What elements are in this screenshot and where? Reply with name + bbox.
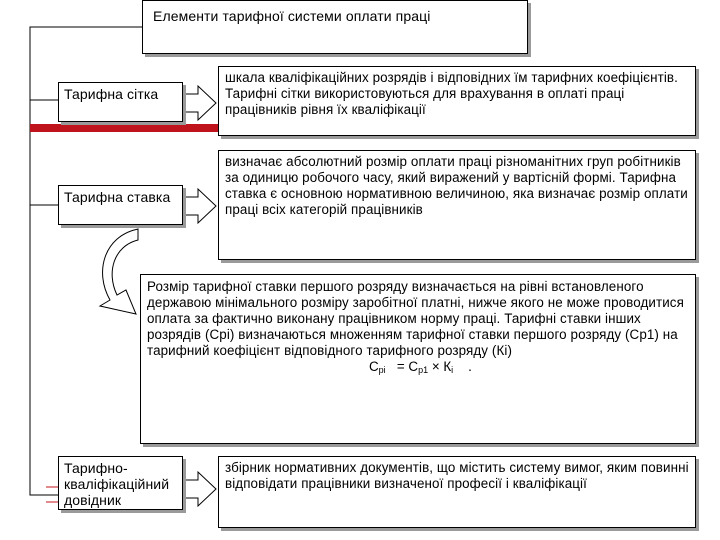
description-tariff-rate — [218, 150, 696, 260]
curved-arrow-icon — [100, 229, 138, 314]
description-text: збірник нормативних документів, що містить систему вимог, яким повинні відповідати працівники визначеної професії і кваліфікації — [225, 460, 689, 491]
rate-calculation-text: Розмір тарифної ставки першого розряду визначається на рівні встановленого державою мінімального розміру заробітної платні, нижче якого не може проводитися оплата за фактично виконану працівником норму праці. Тарифні ставки інших розрядів (Срі) визначаються множенням тарифної ставки першого розряду (Ср1) на тарифний коефіцієнт відповідного тарифного розряду (Кі) — [147, 279, 684, 358]
label-text: Тарифна ставка — [64, 189, 171, 205]
formula-eq: = С — [396, 359, 419, 374]
diagram-title-box — [142, 0, 528, 54]
label-text: Тарифна сітка — [64, 86, 159, 102]
formula-lhs: С — [369, 359, 379, 374]
rate-formula — [147, 359, 689, 376]
description-tariff-grid — [218, 66, 696, 136]
formula-k-sub: і — [451, 365, 454, 375]
formula-end: . — [468, 359, 472, 374]
label-qualification-handbook — [58, 456, 183, 510]
rate-calculation-box — [140, 274, 696, 444]
description-text: визначає абсолютний розмір оплати праці різноманітних груп робітників за одиницю робочого часу, який виражений у вартісній формі. Тарифна ставка є основною нормативною величиною, яка визначає розмір оплати праці всіх категорій працівників — [225, 154, 688, 217]
label-text: Тарифно-кваліфікаційний довідник — [64, 460, 170, 508]
accent-bar — [30, 124, 218, 132]
label-tariff-rate — [58, 185, 183, 225]
label-tariff-grid — [58, 82, 183, 122]
formula-times: × К — [431, 359, 452, 374]
arrow-right-icon — [183, 472, 216, 506]
arrow-right-icon — [183, 86, 216, 120]
description-text: шкала кваліфікаційних розрядів і відповідних їм тарифних коефіцієнтів. Тарифні сітки використовуються для врахування в оплаті праці працівників рівня їх кваліфікації — [225, 70, 678, 117]
diagram-title: Елементи тарифної системи оплати праці — [153, 8, 431, 24]
formula-rhs-sub: р1 — [418, 365, 429, 375]
formula-lhs-sub: рі — [378, 365, 386, 375]
description-qualification-handbook — [218, 456, 696, 528]
arrow-right-icon — [183, 189, 216, 223]
